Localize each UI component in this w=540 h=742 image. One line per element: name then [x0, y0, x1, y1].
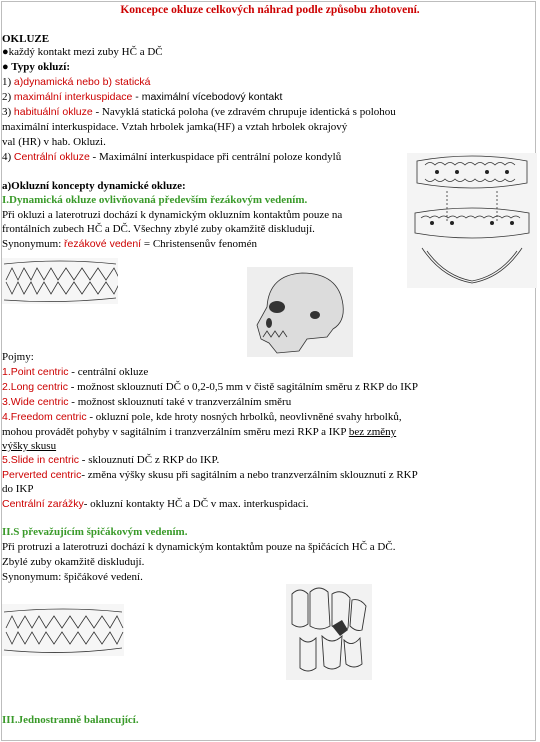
para-II-line1: Při protruzi a laterotruzi dochází k dynamickým kontaktům pouze na špičácích HČ a DČ. [2, 541, 396, 553]
section-I-heading: I.Dynamická okluze ovlivňovaná především řezákovým vedením. [2, 194, 308, 206]
section-III-heading: III.Jednostranně balancující. [2, 714, 139, 726]
teeth-side-view-image [2, 258, 118, 304]
term-point-centric: 1.Point centric - centrální okluze [2, 366, 149, 378]
term-slide-in-centric: 5.Slide in centric - sklouznutí DČ z RKP do IKP. [2, 454, 220, 466]
synonym-II: Synonymum: špičákové vedení. [2, 571, 143, 583]
type-4: 4) Centrální okluze - Maximální interkuspidace při centrální poloze kondylů [2, 151, 342, 163]
para-I-line2: frontálních zubech HČ a DČ. Všechny zbylé zuby okamžitě diskludují. [2, 223, 315, 235]
type-3: 3) habituální okluze - Navyklá statická poloha (ve zdravém chrupuje identická s polohou [2, 106, 396, 118]
term-perverted-centric-cont: do IKP [2, 483, 34, 495]
term-long-centric: 2.Long centric - možnost sklouznutí DČ o 0,2-0,5 mm v čistě sagitálním směru z RKP do IKP [2, 381, 419, 393]
para-II-line2: Zbylé zuby okamžitě diskludují. [2, 556, 145, 568]
type-3-cont-2: val (HR) v hab. Okluzi. [2, 136, 106, 148]
pojmy-label: Pojmy: [2, 351, 34, 363]
term-wide-centric: 3.Wide centric - možnost sklouznutí také v tranzverzálním směru [2, 396, 292, 408]
bullet-contact: ●každý kontakt mezi zuby HČ a DČ [2, 46, 163, 58]
type-3-cont-1: maximální interkuspidace. Vztah hrbolek jamka(HF) a vztah hrbolek okrajový [2, 121, 348, 133]
synonym-I: Synonymum: řezákové vedení = Christensenův fenomén [2, 238, 257, 250]
term-centralni-zarazky: Centrální zarážky- okluzní kontakty HČ a DČ v max. interkuspidaci. [2, 498, 309, 510]
para-I-line1: Při okluzi a laterotruzi dochází k dynamickým okluzním kontaktům pouze na [2, 209, 343, 221]
term-freedom-centric-cont2: výšky skusu [2, 440, 57, 452]
type-1: 1) a)dynamická nebo b) statická [2, 76, 151, 88]
okluze-heading: OKLUZE [2, 33, 50, 45]
term-freedom-centric-cont: mohou provádět pohyby v sagitálním i tranzverzálním směru mezi RKP a IKP bez změny [2, 426, 397, 438]
dental-arch-diagram-image [407, 153, 537, 288]
term-freedom-centric: 4.Freedom centric - okluzní pole, kde hroty nosných hrbolků, neovlivněné svahy hrbolků, [2, 411, 402, 423]
section-a-heading: a)Okluzní koncepty dynamické okluze: [2, 180, 186, 192]
canine-guidance-image [286, 584, 372, 680]
document-title: Koncepce okluze celkových náhrad podle způsobu zhotovení. [120, 4, 420, 16]
teeth-row-image [2, 604, 124, 656]
term-perverted-centric: Perverted centric- změna výšky skusu při sagitálním a nebo tranzverzálním sklouznutí z RKP [2, 469, 418, 481]
skull-image [247, 267, 353, 357]
bullet-types: ● Typy okluzí: [2, 61, 70, 73]
section-II-heading: II.S převažujícím špičákovým vedením. [2, 526, 188, 538]
type-2: 2) maximální interkuspidace - maximální vícebodový kontakt [2, 91, 283, 103]
